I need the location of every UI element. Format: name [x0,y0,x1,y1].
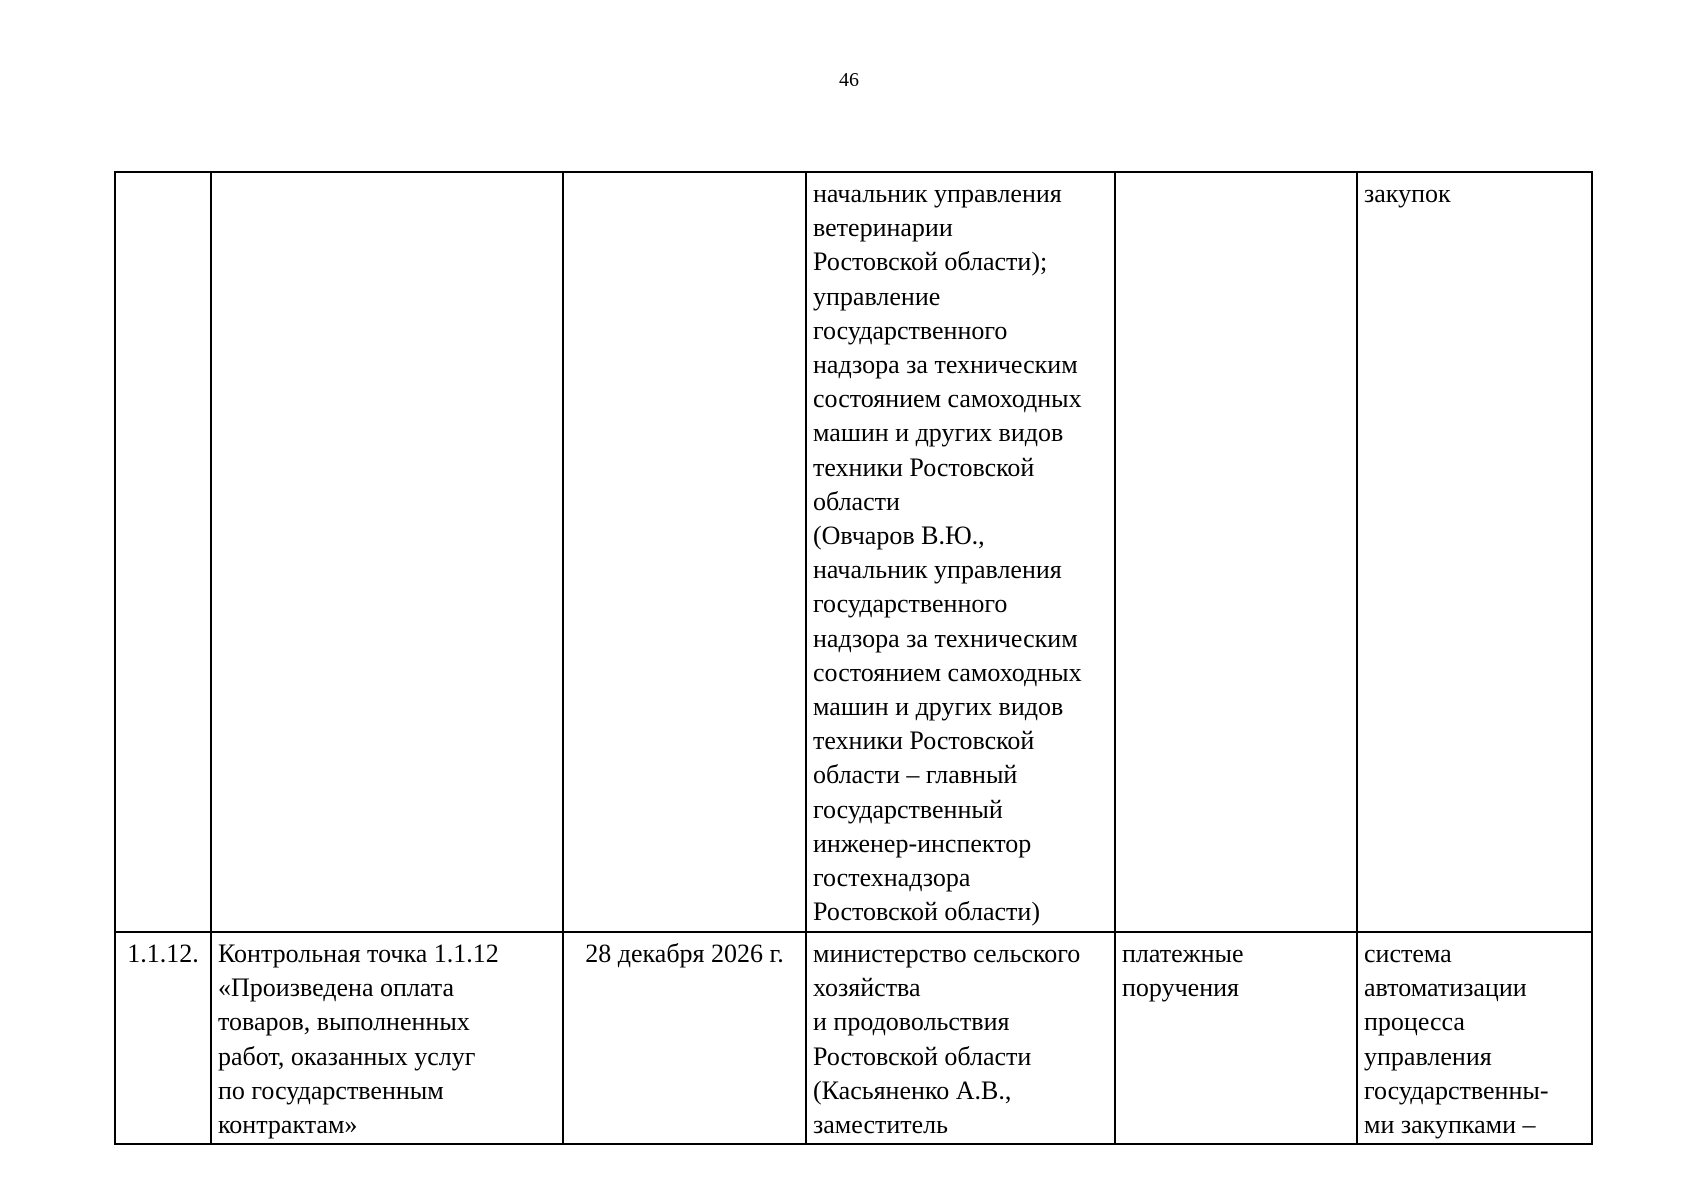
cell-number [115,172,211,932]
plan-table [114,171,1593,1145]
cell-information-system: система автоматизации процесса управления государственны- ми закупками – [1357,932,1592,1144]
cell-number: 1.1.12. [115,932,211,1144]
cell-event-name [211,172,563,932]
cell-responsible: начальник управления ветеринарии Ростовской области); управление государственного надзора за техническим состоянием самоходных машин и других видов техники Ростовской области (Овчаров В.Ю., начальник управления государственного надзора за техническим состоянием самоходных машин и других видов техники Ростовской области – главный государственный инженер-инспектор гостехнадзора Ростовской области) [806,172,1115,932]
cell-document: платежные поручения [1115,932,1357,1144]
cell-responsible: министерство сельского хозяйства и продовольствия Ростовской области (Касьяненко А.В., заместитель [806,932,1115,1144]
table-row [115,932,1592,1144]
cell-information-system: закупок [1357,172,1592,932]
page-number: 46 [839,69,859,91]
cell-deadline [563,172,806,932]
table-row [115,172,1592,932]
cell-event-name: Контрольная точка 1.1.12 «Произведена оплата товаров, выполненных работ, оказанных услуг по государственным контрактам» [211,932,563,1144]
cell-document [1115,172,1357,932]
cell-deadline: 28 декабря 2026 г. [563,932,806,1144]
